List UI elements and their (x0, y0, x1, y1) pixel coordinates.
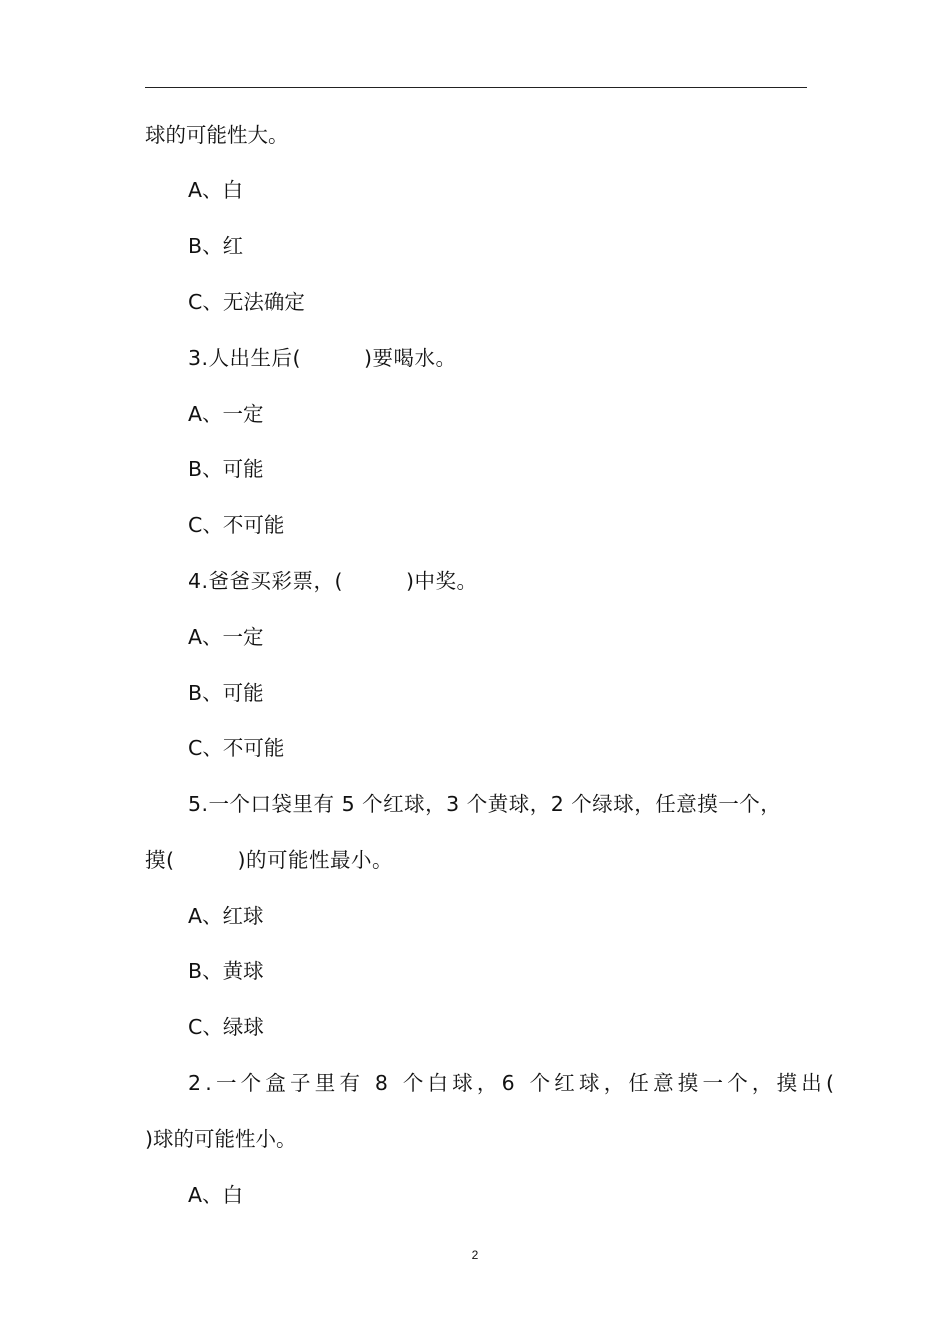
question-2: 2.一个盒子里有 8 个白球，6 个红球，任意摸一个，摸出( (188, 1071, 839, 1095)
question-4: 4.爸爸买彩票，( )中奖。 (188, 569, 478, 593)
header-rule (145, 87, 807, 88)
question-3: 3.人出生后( )要喝水。 (188, 346, 457, 370)
option-c: C、不可能 (188, 736, 285, 760)
question-5: 5.一个口袋里有 5 个红球，3 个黄球，2 个绿球，任意摸一个， (188, 792, 782, 816)
option-c: C、绿球 (188, 1015, 264, 1039)
option-a: A、白 (188, 1183, 244, 1207)
option-a: A、一定 (188, 625, 264, 649)
page-number: 2 (471, 1248, 479, 1262)
question-continuation-line: 球的可能性大。 (145, 123, 289, 147)
option-b: B、可能 (188, 681, 264, 705)
option-a: A、红球 (188, 904, 264, 928)
option-b: B、可能 (188, 457, 264, 481)
question-2-continuation: )球的可能性小。 (145, 1127, 297, 1151)
option-c: C、不可能 (188, 513, 285, 537)
option-b: B、黄球 (188, 959, 264, 983)
option-a: A、一定 (188, 402, 264, 426)
option-a: A、白 (188, 178, 244, 202)
question-5-continuation: 摸( )的可能性最小。 (145, 848, 393, 872)
option-b: B、红 (188, 234, 244, 258)
option-c: C、无法确定 (188, 290, 305, 314)
